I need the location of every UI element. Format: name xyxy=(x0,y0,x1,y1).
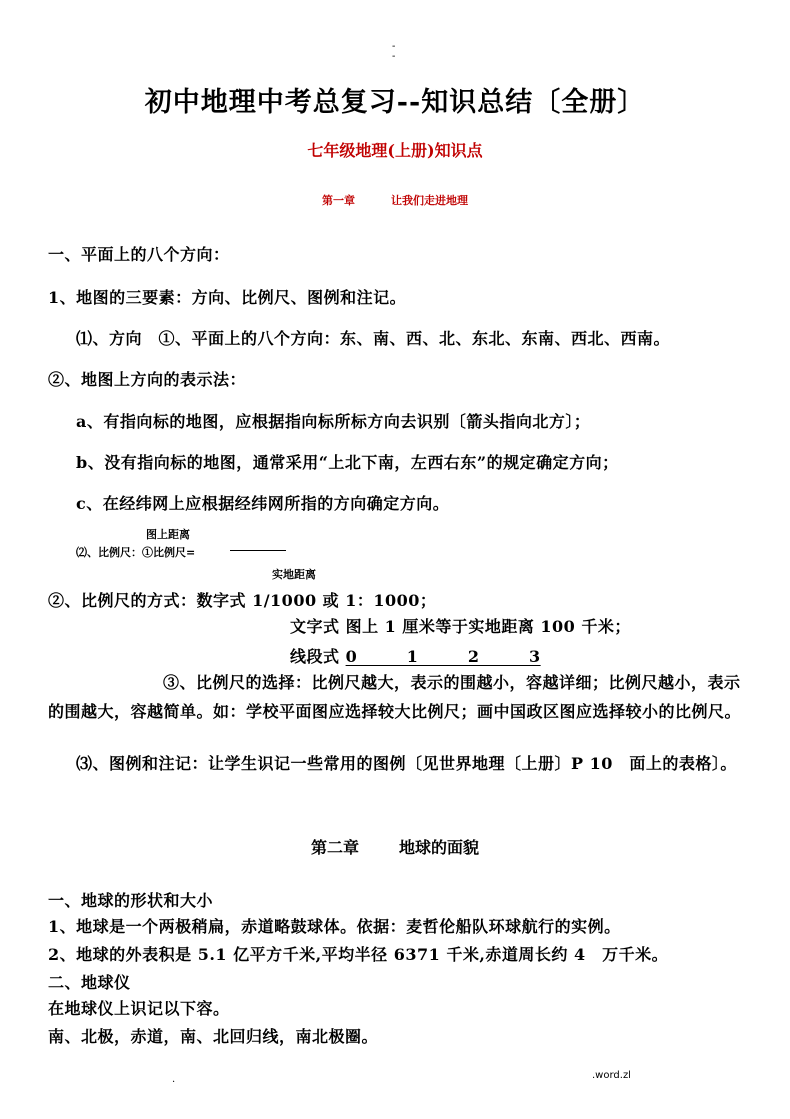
scale-linear-numbers: 0 1 2 3 xyxy=(345,647,541,666)
fraction-line xyxy=(230,550,286,551)
globe-intro: 在地球仪上识记以下容。 xyxy=(48,999,230,1018)
scale-linear-form xyxy=(290,644,541,667)
earth-shape-item: 1、地球是一个两极稍扁，赤道略鼓球体。依据：麦哲伦船队环球航行的实例。 xyxy=(48,917,621,936)
footer-dot: . xyxy=(172,1074,176,1085)
globe-terms: 南、北极，赤道，南、北回归线，南北极圈。 xyxy=(48,1027,379,1046)
section2-heading: 一、地球的形状和大小 xyxy=(48,891,214,910)
chapter2-heading xyxy=(0,835,790,858)
chapter1-name: 让我们走进地理 xyxy=(391,194,468,207)
direction-item: ⑴、方向 ①、平面上的八个方向：东、南、西、北、东北、东南、西北、西南。 xyxy=(76,329,671,348)
scale-forms: ②、比例尺的方式：数字式 1/1000 或 1：1000； xyxy=(48,591,437,610)
method-b: b、没有指向标的地图，通常采用“上北下南，左西右东”的规定确定方向； xyxy=(76,453,619,472)
legend-note-paragraph: ⑶、图例和注记：让学生识记一些常用的图例〔见世界地理〔上册〕P 10 面上的表格〕。 xyxy=(76,754,737,773)
document-title: 初中地理中考总复习--知识总结〔全册〕 xyxy=(144,87,646,118)
scale-definition: ⑵、比例尺：①比例尺= xyxy=(76,546,196,559)
scale-numerator: 图上距离 xyxy=(146,528,190,541)
scale-linear-label: 线段式 xyxy=(290,647,340,666)
chapter1-number: 第一章 xyxy=(322,194,355,207)
map-direction-heading: ②、地图上方向的表示法： xyxy=(48,370,247,389)
header-marks: - - xyxy=(392,41,396,62)
map-elements-line: 1、地图的三要素：方向、比例尺、图例和注记。 xyxy=(48,288,407,307)
earth-size-item: 2、地球的外表积是 5.1 亿平方千米,平均半径 6371 千米,赤道周长约 4 万千米。 xyxy=(48,945,669,964)
footer-watermark: .word.zl xyxy=(592,1070,631,1081)
document-subtitle: 七年级地理(上册)知识点 xyxy=(307,141,483,160)
method-a: a、有指向标的地图，应根据指向标所标方向去识别〔箭头指向北方〕； xyxy=(76,412,591,431)
scale-text-form: 文字式 图上 1 厘米等于实地距离 100 千米； xyxy=(290,617,631,636)
method-c: c、在经纬网上应根据经纬网所指的方向确定方向。 xyxy=(76,494,450,513)
scale-choice-paragraph: ③、比例尺的选择：比例尺越大，表示的围越小，容越详细；比例尺越小，表示的围越大，容越简单。如：学校平面图应选择较大比例尺；画中国政区图应选择较小的比例尺。 xyxy=(48,673,742,721)
section1-heading: 一、平面上的八个方向： xyxy=(48,245,230,264)
chapter2-number: 第二章 xyxy=(310,838,359,857)
scale-denominator: 实地距离 xyxy=(272,568,316,581)
globe-heading: 二、地球仪 xyxy=(48,973,131,992)
chapter2-name: 地球的面貌 xyxy=(399,838,480,857)
chapter1-heading xyxy=(0,192,790,208)
